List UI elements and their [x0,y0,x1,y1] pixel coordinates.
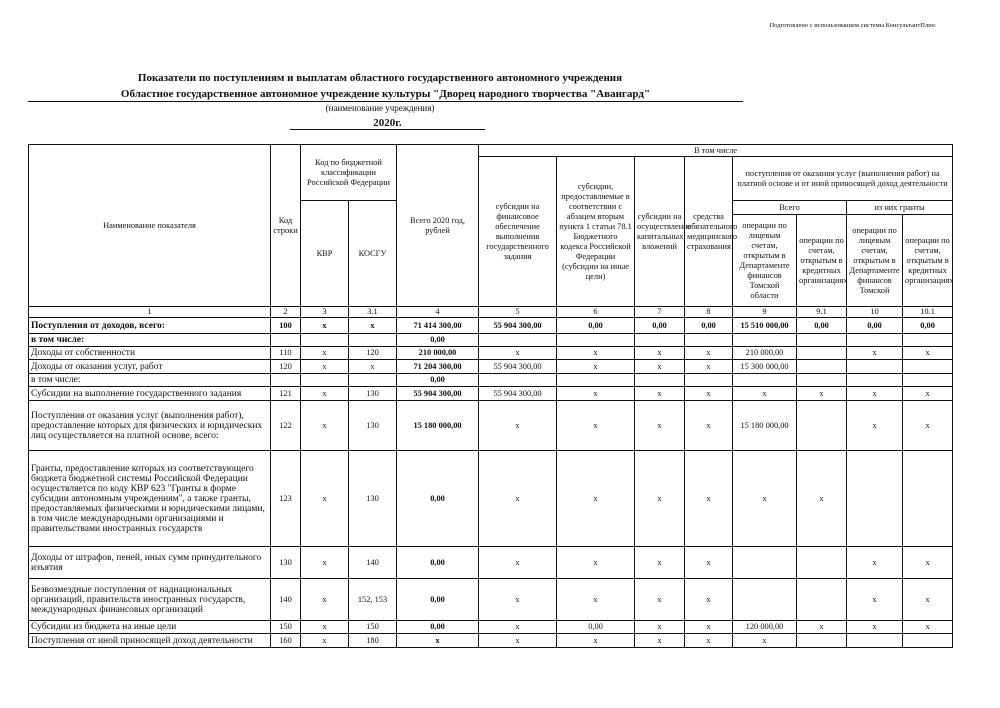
cell-name: Доходы от собственности [29,347,271,360]
cell-c7: x [635,347,685,360]
cell-c5: x [479,621,557,634]
colnum: 1 [29,307,271,318]
table-row [29,374,953,387]
cell-c8: x [685,547,733,579]
cell-kosgu: 130 [349,387,397,401]
cell-code: 100 [271,318,301,334]
cell-c101 [903,334,953,347]
table-row [29,360,953,374]
institution-caption: (наименование учреждения) [325,103,435,113]
cell-code: 121 [271,387,301,401]
cell-c91: x [797,387,847,401]
cell-c9: 15 510 000,00 [733,318,797,334]
cell-c8 [685,374,733,387]
header-grants: из них гранты [847,201,953,215]
cell-c101: x [903,547,953,579]
colnum: 3 [301,307,349,318]
cell-name: Поступления от оказания услуг (выполнения работ), предоставление которых для физических и юридических лиц осуществляется на платной основе, всего: [29,401,271,451]
cell-c91 [797,334,847,347]
table-row [29,334,953,347]
cell-c6: x [557,360,635,374]
cell-c8: x [685,347,733,360]
cell-c101: x [903,347,953,360]
cell-c91 [797,634,847,648]
cell-c9: 210 000,00 [733,347,797,360]
cell-c8: 0,00 [685,318,733,334]
cell-c5: 55 904 300,00 [479,360,557,374]
cell-kvr: x [301,387,349,401]
cell-c7: x [635,634,685,648]
cell-code: 140 [271,579,301,621]
colnum: 2 [271,307,301,318]
cell-kvr: x [301,621,349,634]
table-row [29,579,953,621]
cell-c101 [903,634,953,648]
cell-total: 210 000,00 [397,347,479,360]
cell-name: Безвозмездные поступления от наднациональных организаций, правительств иностранных государств, международных финансовых организаций [29,579,271,621]
cell-c8: x [685,634,733,648]
colnum: 10.1 [903,307,953,318]
cell-c7: x [635,451,685,547]
cell-c9: 120 000,00 [733,621,797,634]
colnum: 5 [479,307,557,318]
cell-c91 [797,347,847,360]
colnum: 4 [397,307,479,318]
cell-c5: 55 904 300,00 [479,387,557,401]
cell-total: 55 904 300,00 [397,387,479,401]
colnum: 6 [557,307,635,318]
cell-kvr: x [301,401,349,451]
cell-c7: x [635,621,685,634]
cell-kvr: x [301,360,349,374]
cell-c10: x [847,387,903,401]
table-header [29,145,953,318]
cell-name: Субсидии из бюджета на иные цели [29,621,271,634]
cell-kosgu: 140 [349,547,397,579]
cell-kvr [301,374,349,387]
cell-name: в том числе: [29,334,271,347]
cell-c91 [797,360,847,374]
header-c9grp: поступления от оказания услуг (выполнения работ) на платной основе и от иной приносящей доход деятельности [733,157,953,201]
cell-c10: x [847,621,903,634]
colnum: 7 [635,307,685,318]
cell-code: 122 [271,401,301,451]
cell-c101 [903,374,953,387]
table-row [29,387,953,401]
cell-code [271,374,301,387]
cell-c8: x [685,387,733,401]
cell-c5 [479,374,557,387]
cell-code [271,334,301,347]
cell-c6 [557,334,635,347]
cell-c101 [903,360,953,374]
cell-c6: x [557,579,635,621]
cell-c10 [847,360,903,374]
cell-c7: x [635,547,685,579]
cell-c7: x [635,579,685,621]
header-c8: средства обязательного медицинского страхования [685,157,733,307]
cell-c8 [685,334,733,347]
cell-c6: 0,00 [557,621,635,634]
cell-c91: 0,00 [797,318,847,334]
table-body [29,318,953,648]
cell-c91 [797,579,847,621]
colnum: 3.1 [349,307,397,318]
cell-c101: x [903,579,953,621]
cell-c101: 0,00 [903,318,953,334]
cell-kosgu [349,374,397,387]
cell-kosgu [349,334,397,347]
cell-total: 0,00 [397,547,479,579]
cell-c5 [479,334,557,347]
header-c9: операции по лицевым счетам, открытым в Департаменте финансов Томской области [733,215,797,307]
cell-name: Гранты, предоставление которых из соответствующего бюджета бюджетной системы Российской Федерации осуществляется по коду КВР 623 "Гранты в форме субсидии автономным учреждениям", а также гранты, предоставляемых физическими и юридическими лицами, в том числе международными организациями и правительствами иностранных государств [29,451,271,547]
cell-c5: x [479,634,557,648]
cell-kosgu: 152, 153 [349,579,397,621]
cell-c10 [847,451,903,547]
cell-code: 160 [271,634,301,648]
cell-c91 [797,374,847,387]
cell-c8: x [685,360,733,374]
cell-kosgu: x [349,318,397,334]
cell-c6: x [557,401,635,451]
cell-c101 [903,451,953,547]
header-c6: субсидии, предоставляемые в соответствии с абзацем вторым пункта 1 статьи 78.1 Бюджетного кодекса Российской Федерации (субсидии на иные цели) [557,157,635,307]
cell-c9: x [733,387,797,401]
cell-code: 120 [271,360,301,374]
cell-name: Доходы от штрафов, пеней, иных сумм принудительного изъятия [29,547,271,579]
cell-kvr: x [301,547,349,579]
report-year: 2020г. [290,117,485,130]
cell-c8: x [685,621,733,634]
cell-c5: x [479,547,557,579]
header-total: Всего 2020 год, рублей [397,145,479,307]
table-row [29,401,953,451]
table-row [29,547,953,579]
cell-name: Субсидии на выполнение государственного задания [29,387,271,401]
cell-total: 0,00 [397,334,479,347]
institution-name: Областное государственное автономное учреждение культуры "Дворец народного творчества "Авангард" [28,88,743,102]
cell-kosgu: 150 [349,621,397,634]
cell-kvr [301,334,349,347]
cell-kvr: x [301,634,349,648]
table-row [29,318,953,334]
cell-c8: x [685,579,733,621]
header-c7: субсидии на осуществление капитальных вложений [635,157,685,307]
cell-c8: x [685,401,733,451]
header-vsego: Всего [733,201,847,215]
cell-c6 [557,374,635,387]
cell-c6: x [557,634,635,648]
cell-c10 [847,334,903,347]
cell-c101: x [903,401,953,451]
cell-c5: x [479,451,557,547]
cell-c91 [797,401,847,451]
cell-c7 [635,374,685,387]
cell-c6: 0,00 [557,318,635,334]
header-c101: операции по счетам, открытым в кредитных организациях [903,215,953,307]
table-row [29,634,953,648]
cell-c10: x [847,547,903,579]
cell-name: Поступления от доходов, всего: [29,318,271,334]
cell-c9: 15 180 000,00 [733,401,797,451]
revenue-table [28,144,953,648]
cell-kvr: x [301,318,349,334]
consultant-note: Подготовлено с использованием системы КонсультантПлюс [769,22,936,29]
cell-c6: x [557,347,635,360]
cell-total: 71 204 300,00 [397,360,479,374]
header-name: Наименование показателя [29,145,271,307]
cell-kosgu: 120 [349,347,397,360]
cell-c5: x [479,347,557,360]
cell-c10 [847,634,903,648]
table-row [29,621,953,634]
cell-c91: x [797,621,847,634]
cell-code: 150 [271,621,301,634]
header-bk: Код по бюджетной классификации Российской Федерации [301,145,397,201]
cell-c9: x [733,451,797,547]
header-c5: субсидии на финансовое обеспечение выполнения государственного задания [479,157,557,307]
cell-name: Доходы от оказания услуг, работ [29,360,271,374]
cell-kvr: x [301,579,349,621]
cell-c101: x [903,621,953,634]
cell-c10: 0,00 [847,318,903,334]
cell-c9 [733,547,797,579]
cell-kosgu: 130 [349,451,397,547]
cell-code: 130 [271,547,301,579]
cell-c91 [797,547,847,579]
cell-c6: x [557,547,635,579]
cell-c9: 15 300 000,00 [733,360,797,374]
cell-c7: x [635,387,685,401]
header-c91: операции по счетам, открытым в кредитных организациях [797,215,847,307]
cell-c9: x [733,634,797,648]
cell-code: 110 [271,347,301,360]
table-row [29,347,953,360]
cell-c7: x [635,360,685,374]
cell-total: 0,00 [397,579,479,621]
table-row [29,451,953,547]
cell-c10 [847,374,903,387]
cell-c5: x [479,579,557,621]
colnum: 8 [685,307,733,318]
cell-kvr: x [301,347,349,360]
cell-name: Поступления от иной приносящей доход деятельности [29,634,271,648]
cell-c7: x [635,401,685,451]
cell-c101: x [903,387,953,401]
cell-c6: x [557,387,635,401]
column-numbers-row [29,307,953,318]
document-title: Показатели по поступлениям и выплатам областного государственного автономного учреждения [137,72,623,84]
cell-c7: 0,00 [635,318,685,334]
cell-kosgu: x [349,360,397,374]
cell-total: 0,00 [397,621,479,634]
cell-total: 15 180 000,00 [397,401,479,451]
header-incl: В том числе [479,145,953,157]
cell-kosgu: 130 [349,401,397,451]
cell-c8: x [685,451,733,547]
header-kvr: КВР [301,201,349,307]
cell-name: в том числе: [29,374,271,387]
colnum: 9 [733,307,797,318]
cell-total: 71 414 300,00 [397,318,479,334]
cell-c10: x [847,579,903,621]
cell-c10: x [847,401,903,451]
cell-c5: 55 904 300,00 [479,318,557,334]
cell-c9 [733,579,797,621]
cell-total: x [397,634,479,648]
colnum: 10 [847,307,903,318]
header-kosgu: КОСГУ [349,201,397,307]
cell-total: 0,00 [397,374,479,387]
cell-c6: x [557,451,635,547]
cell-total: 0,00 [397,451,479,547]
cell-c10: x [847,347,903,360]
cell-c9 [733,374,797,387]
cell-kosgu: 180 [349,634,397,648]
header-c10: операции по лицевым счетам, открытым в Департаменте финансов Томской [847,215,903,307]
colnum: 9.1 [797,307,847,318]
cell-code: 123 [271,451,301,547]
cell-kvr: x [301,451,349,547]
cell-c91: x [797,451,847,547]
header-code: Код строки [271,145,301,307]
cell-c7 [635,334,685,347]
cell-c5: x [479,401,557,451]
cell-c9 [733,334,797,347]
